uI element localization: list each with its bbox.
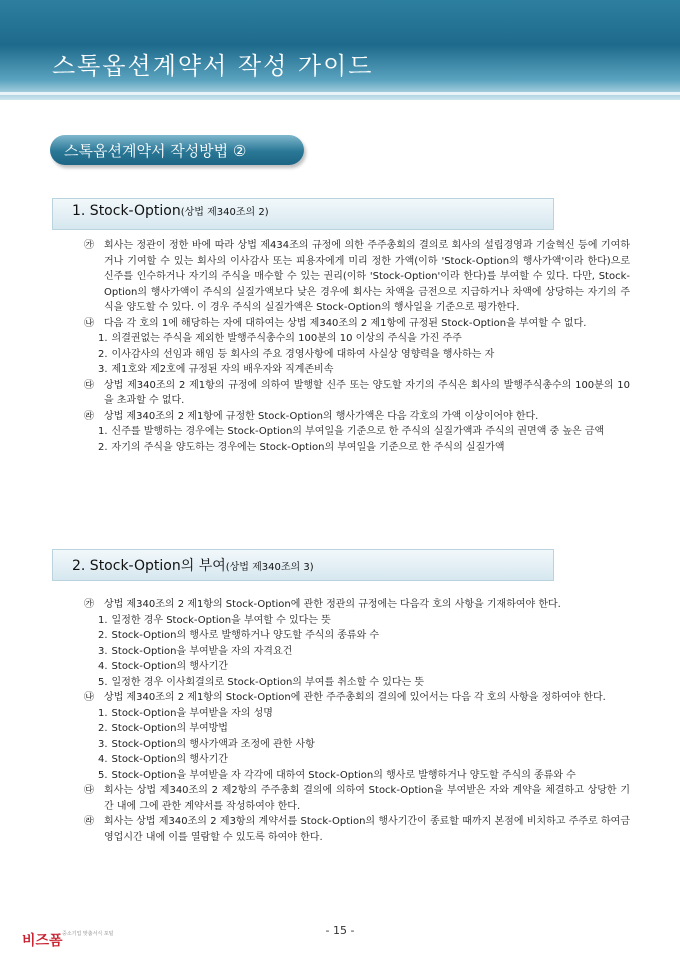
clause-paragraph	[84, 378, 630, 409]
list-item	[84, 644, 630, 660]
clause-text: 상법 제340조의 2 제1항의 규정에 의하여 발행할 신주 또는 양도할 자기의 주식은 회사의 발행주식총수의 100분의 10을 초과할 수 없다.	[104, 379, 630, 406]
list-number: 3.	[98, 738, 108, 750]
logo-text: 비즈폼	[22, 933, 63, 949]
list-text: 신주를 발행하는 경우에는 Stock-Option의 부여일을 기준으로 한 주식의 실질가액과 주식의 권면액 중 높은 금액	[111, 426, 605, 437]
section-body	[84, 597, 630, 845]
section-title-ref: (상법 제340조의 3)	[225, 562, 314, 573]
list-text: 제1호와 제2호에 규정된 자의 배우자와 직계존비속	[111, 364, 334, 375]
list-text: 자기의 주식을 양도하는 경우에는 Stock-Option의 부여일을 기준으로 한 주식의 실질가액	[111, 441, 505, 453]
clause-text: 상법 제340조의 2 제1항에 규정한 Stock-Option의 행사가액은 다음 각호의 가액 이상이어야 한다.	[104, 410, 539, 422]
list-item	[84, 331, 630, 347]
list-number: 2.	[98, 441, 108, 453]
list-text: 이사감사의 선임과 해임 등 회사의 주요 경영사항에 대하여 사실상 영향력을 행사하는 자	[111, 348, 495, 360]
list-item	[84, 675, 630, 691]
clause-text: 회사는 정관이 정한 바에 따라 상법 제434조의 규정에 의한 주주총회의 결의로 회사의 설립경영과 기술혁신 등에 기여하거나 기여할 수 있는 회사의 이사감사 또는 피용자에게 미리 정한 가액(이하 'Stock-Option의 행사가액'이라 한다)으로 신주를 인수하거나 자기의 주식을 매수할 수 있는 권리(이하 'Stock-Option'이라 한다)를 부여할 수 있다. 다만, Stock-Option의 행사가액이 주식의 실질가액보다 낮은 경우에 회사는 차액을 금전으로 지급하거나 차액에 상당하는 자기의 주식을 양도할 수 있다. 이 경우 주식의 실질가액은 Stock-Option의 행사일을 기준으로 평가한다.	[104, 240, 630, 313]
bizforms-logo	[22, 930, 114, 950]
clause-paragraph	[84, 409, 630, 425]
list-item	[84, 737, 630, 753]
header-divider	[0, 92, 680, 95]
clause-marker: ㉯	[84, 317, 94, 329]
list-number: 1.	[98, 707, 108, 719]
clause-marker: ㉮	[84, 599, 94, 610]
clause-paragraph	[84, 783, 630, 814]
list-item	[84, 768, 630, 784]
list-item	[84, 721, 630, 737]
list-text: Stock-Option의 행사기간	[111, 754, 228, 765]
subtitle-pill-label: 스톡옵션계약서 작성방법 ②	[64, 142, 247, 160]
clause-paragraph	[84, 238, 630, 316]
section-title-ref: (상법 제340조의 2)	[180, 207, 269, 218]
list-item	[84, 628, 630, 644]
list-number: 5.	[98, 769, 108, 781]
list-number: 2.	[98, 348, 108, 360]
clause-text: 상법 제340조의 2 제1항의 Stock-Option에 관한 정관의 규정에는 다음각 호의 사항을 기재하여야 한다.	[104, 599, 561, 610]
clause-marker: ㉮	[84, 240, 94, 251]
list-number: 3.	[98, 364, 108, 375]
list-item	[84, 659, 630, 675]
list-number: 2.	[98, 630, 108, 641]
clause-text: 회사는 상법 제340조의 2 제3항의 계약서를 Stock-Option의 행사기간이 종료할 때까지 본점에 비치하고 주주로 하여금 영업시간 내에 이를 열람할 수 있도록 하여야 한다.	[104, 816, 630, 843]
clause-paragraph	[84, 814, 630, 845]
clause-marker: ㉰	[84, 785, 94, 796]
section-title-text: 1. Stock-Option	[72, 203, 181, 219]
list-number: 5.	[98, 676, 108, 688]
page-number: - 15 -	[325, 924, 355, 937]
clause-text: 다음 각 호의 1에 해당하는 자에 대하여는 상법 제340조의 2 제1항에 규정된 Stock-Option을 부여할 수 없다.	[104, 317, 587, 329]
list-text: Stock-Option의 행사가액과 조정에 관한 사항	[111, 738, 315, 750]
clause-paragraph	[84, 690, 630, 706]
clause-paragraph	[84, 597, 630, 613]
list-number: 1.	[98, 614, 108, 626]
document-title: 스톡옵션계약서 작성 가이드	[52, 52, 374, 80]
list-text: Stock-Option의 행사로 발행하거나 양도할 주식의 종류와 수	[111, 630, 380, 641]
section-title	[72, 555, 314, 575]
list-text: Stock-Option을 부여받을 자 각각에 대하여 Stock-Option의 행사로 발행하거나 양도할 주식의 종류와 수	[111, 769, 576, 781]
clause-text: 회사는 상법 제340조의 2 제2항의 주주총회 결의에 의하여 Stock-Option을 부여받은 자와 계약을 체결하고 상당한 기간 내에 그에 관한 계약서를 작성하여야 한다.	[104, 785, 630, 812]
clause-marker: ㉱	[84, 816, 94, 827]
list-text: Stock-Option을 부여받을 자의 자격요건	[111, 645, 293, 657]
list-item	[84, 347, 630, 363]
list-number: 2.	[98, 723, 108, 734]
list-text: Stock-Option의 부여방법	[111, 723, 228, 734]
list-item	[84, 752, 630, 768]
clause-marker: ㉯	[84, 692, 94, 703]
list-number: 4.	[98, 661, 108, 672]
list-text: 의결권없는 주식을 제외한 발행주식총수의 100분의 10 이상의 주식을 가진 주주	[111, 333, 462, 344]
list-item	[84, 424, 630, 440]
list-text: Stock-Option을 부여받을 자의 성명	[111, 707, 273, 719]
clause-paragraph	[84, 316, 630, 332]
section-title	[72, 203, 269, 219]
clause-marker: ㉱	[84, 410, 94, 422]
list-item	[84, 613, 630, 629]
section-title-text: 2. Stock-Option의 부여	[72, 558, 226, 574]
logo-tagline: 중소기업 맞춤서식 포털	[62, 931, 114, 937]
section-body	[84, 238, 630, 455]
clause-text: 상법 제340조의 2 제1항의 Stock-Option에 관한 주주총회의 결의에 있어서는 다음 각 호의 사항을 정하여야 한다.	[104, 692, 606, 703]
list-item	[84, 706, 630, 722]
list-number: 1.	[98, 333, 108, 344]
list-item	[84, 362, 630, 378]
list-number: 3.	[98, 645, 108, 657]
list-text: Stock-Option의 행사기간	[111, 661, 228, 672]
list-number: 1.	[98, 426, 108, 437]
list-item	[84, 440, 630, 456]
list-number: 4.	[98, 754, 108, 765]
clause-marker: ㉰	[84, 379, 94, 391]
list-text: 일정한 경우 이사회결의로 Stock-Option의 부여를 취소할 수 있다는 뜻	[111, 676, 425, 688]
list-text: 일정한 경우 Stock-Option을 부여할 수 있다는 뜻	[111, 614, 331, 626]
